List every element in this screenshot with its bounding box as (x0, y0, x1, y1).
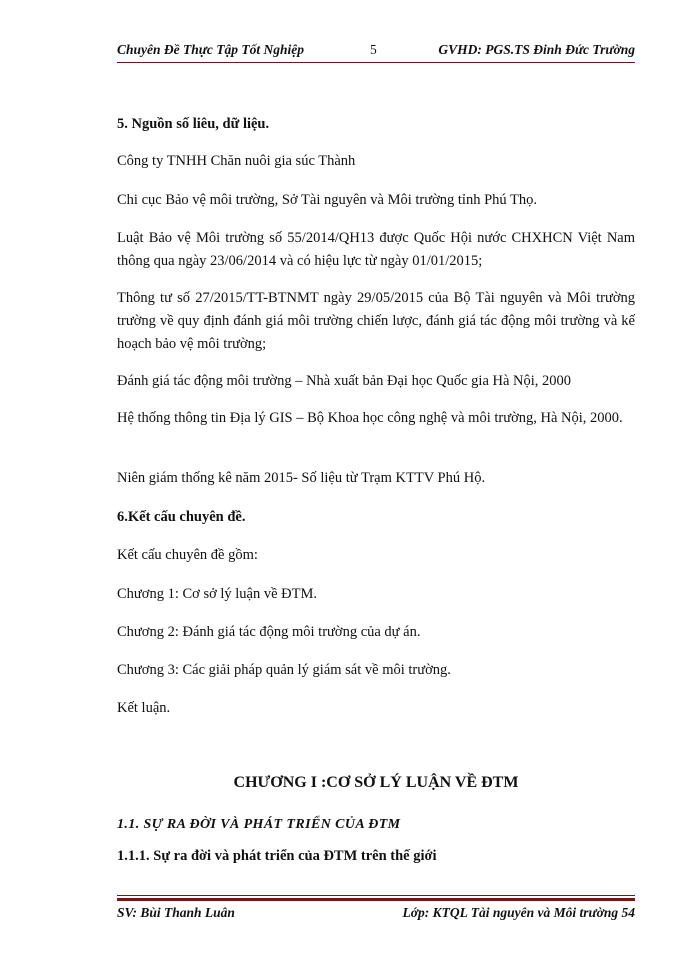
section-1-1-heading: 1.1. SỰ RA ĐỜI VÀ PHÁT TRIỂN CỦA ĐTM (117, 817, 401, 832)
source-item: Hệ thống thông tin Địa lý GIS – Bộ Khoa học công nghệ và môi trường, Hà Nội, 2000. (117, 410, 623, 426)
footer-student: SV: Bùi Thanh Luân (117, 905, 235, 920)
source-item: Niên giám thống kê năm 2015- Số liệu từ Trạm KTTV Phú Hộ. (117, 470, 486, 486)
structure-item: Chương 1: Cơ sở lý luận về ĐTM. (117, 586, 318, 602)
structure-item: Chương 3: Các giải pháp quản lý giám sát về môi trường. (117, 662, 451, 678)
footer-class: Lớp: KTQL Tài nguyên và Môi trường 54 (402, 905, 635, 920)
header-rule (117, 62, 635, 63)
section-5-heading: 5. Nguồn số liêu, dữ liệu. (117, 116, 270, 132)
source-item: Đánh giá tác động môi trường – Nhà xuất bản Đại học Quốc gia Hà Nội, 2000 (117, 373, 572, 389)
section-6-heading: 6.Kết cấu chuyên đề. (117, 509, 246, 525)
structure-item: Chương 2: Đánh giá tác động môi trường của dự án. (117, 624, 421, 640)
structure-item: Kết cấu chuyên đề gồm: (117, 547, 258, 563)
page-header (117, 40, 635, 62)
source-item: Luật Bảo vệ Môi trường số 55/2014/QH13 được Quốc Hội nước CHXHCN Việt Nam thông qua ngày 23/06/2014 và có hiệu lực từ ngày 01/01/2015; (117, 230, 635, 269)
page-footer (117, 905, 635, 925)
source-item: Công ty TNHH Chăn nuôi gia súc Thành (117, 153, 356, 169)
footer-rule-thick (117, 898, 635, 901)
page-number: 5 (370, 42, 377, 57)
header-advisor: GVHD: PGS.TS Đinh Đức Trường (438, 42, 635, 57)
section-1-1-1-heading: 1.1.1. Sự ra đời và phát triển của ĐTM trên thế giới (117, 848, 437, 864)
structure-item: Kết luận. (117, 700, 171, 716)
chapter-title: CHƯƠNG I :CƠ SỞ LÝ LUẬN VỀ ĐTM (233, 774, 519, 791)
footer-rule-thin (117, 895, 635, 896)
header-title: Chuyên Đề Thực Tập Tốt Nghiệp (117, 42, 304, 57)
source-item: Thông tư số 27/2015/TT-BTNMT ngày 29/05/2015 của Bộ Tài nguyên và Môi trường trường về quy định đánh giá môi trường chiến lược, đánh giá tác động môi trường và kế hoạch bảo vệ môi trường; (117, 290, 635, 352)
source-item: Chi cục Bảo vệ môi trường, Sở Tài nguyên và Môi trường tỉnh Phú Thọ. (117, 192, 537, 208)
